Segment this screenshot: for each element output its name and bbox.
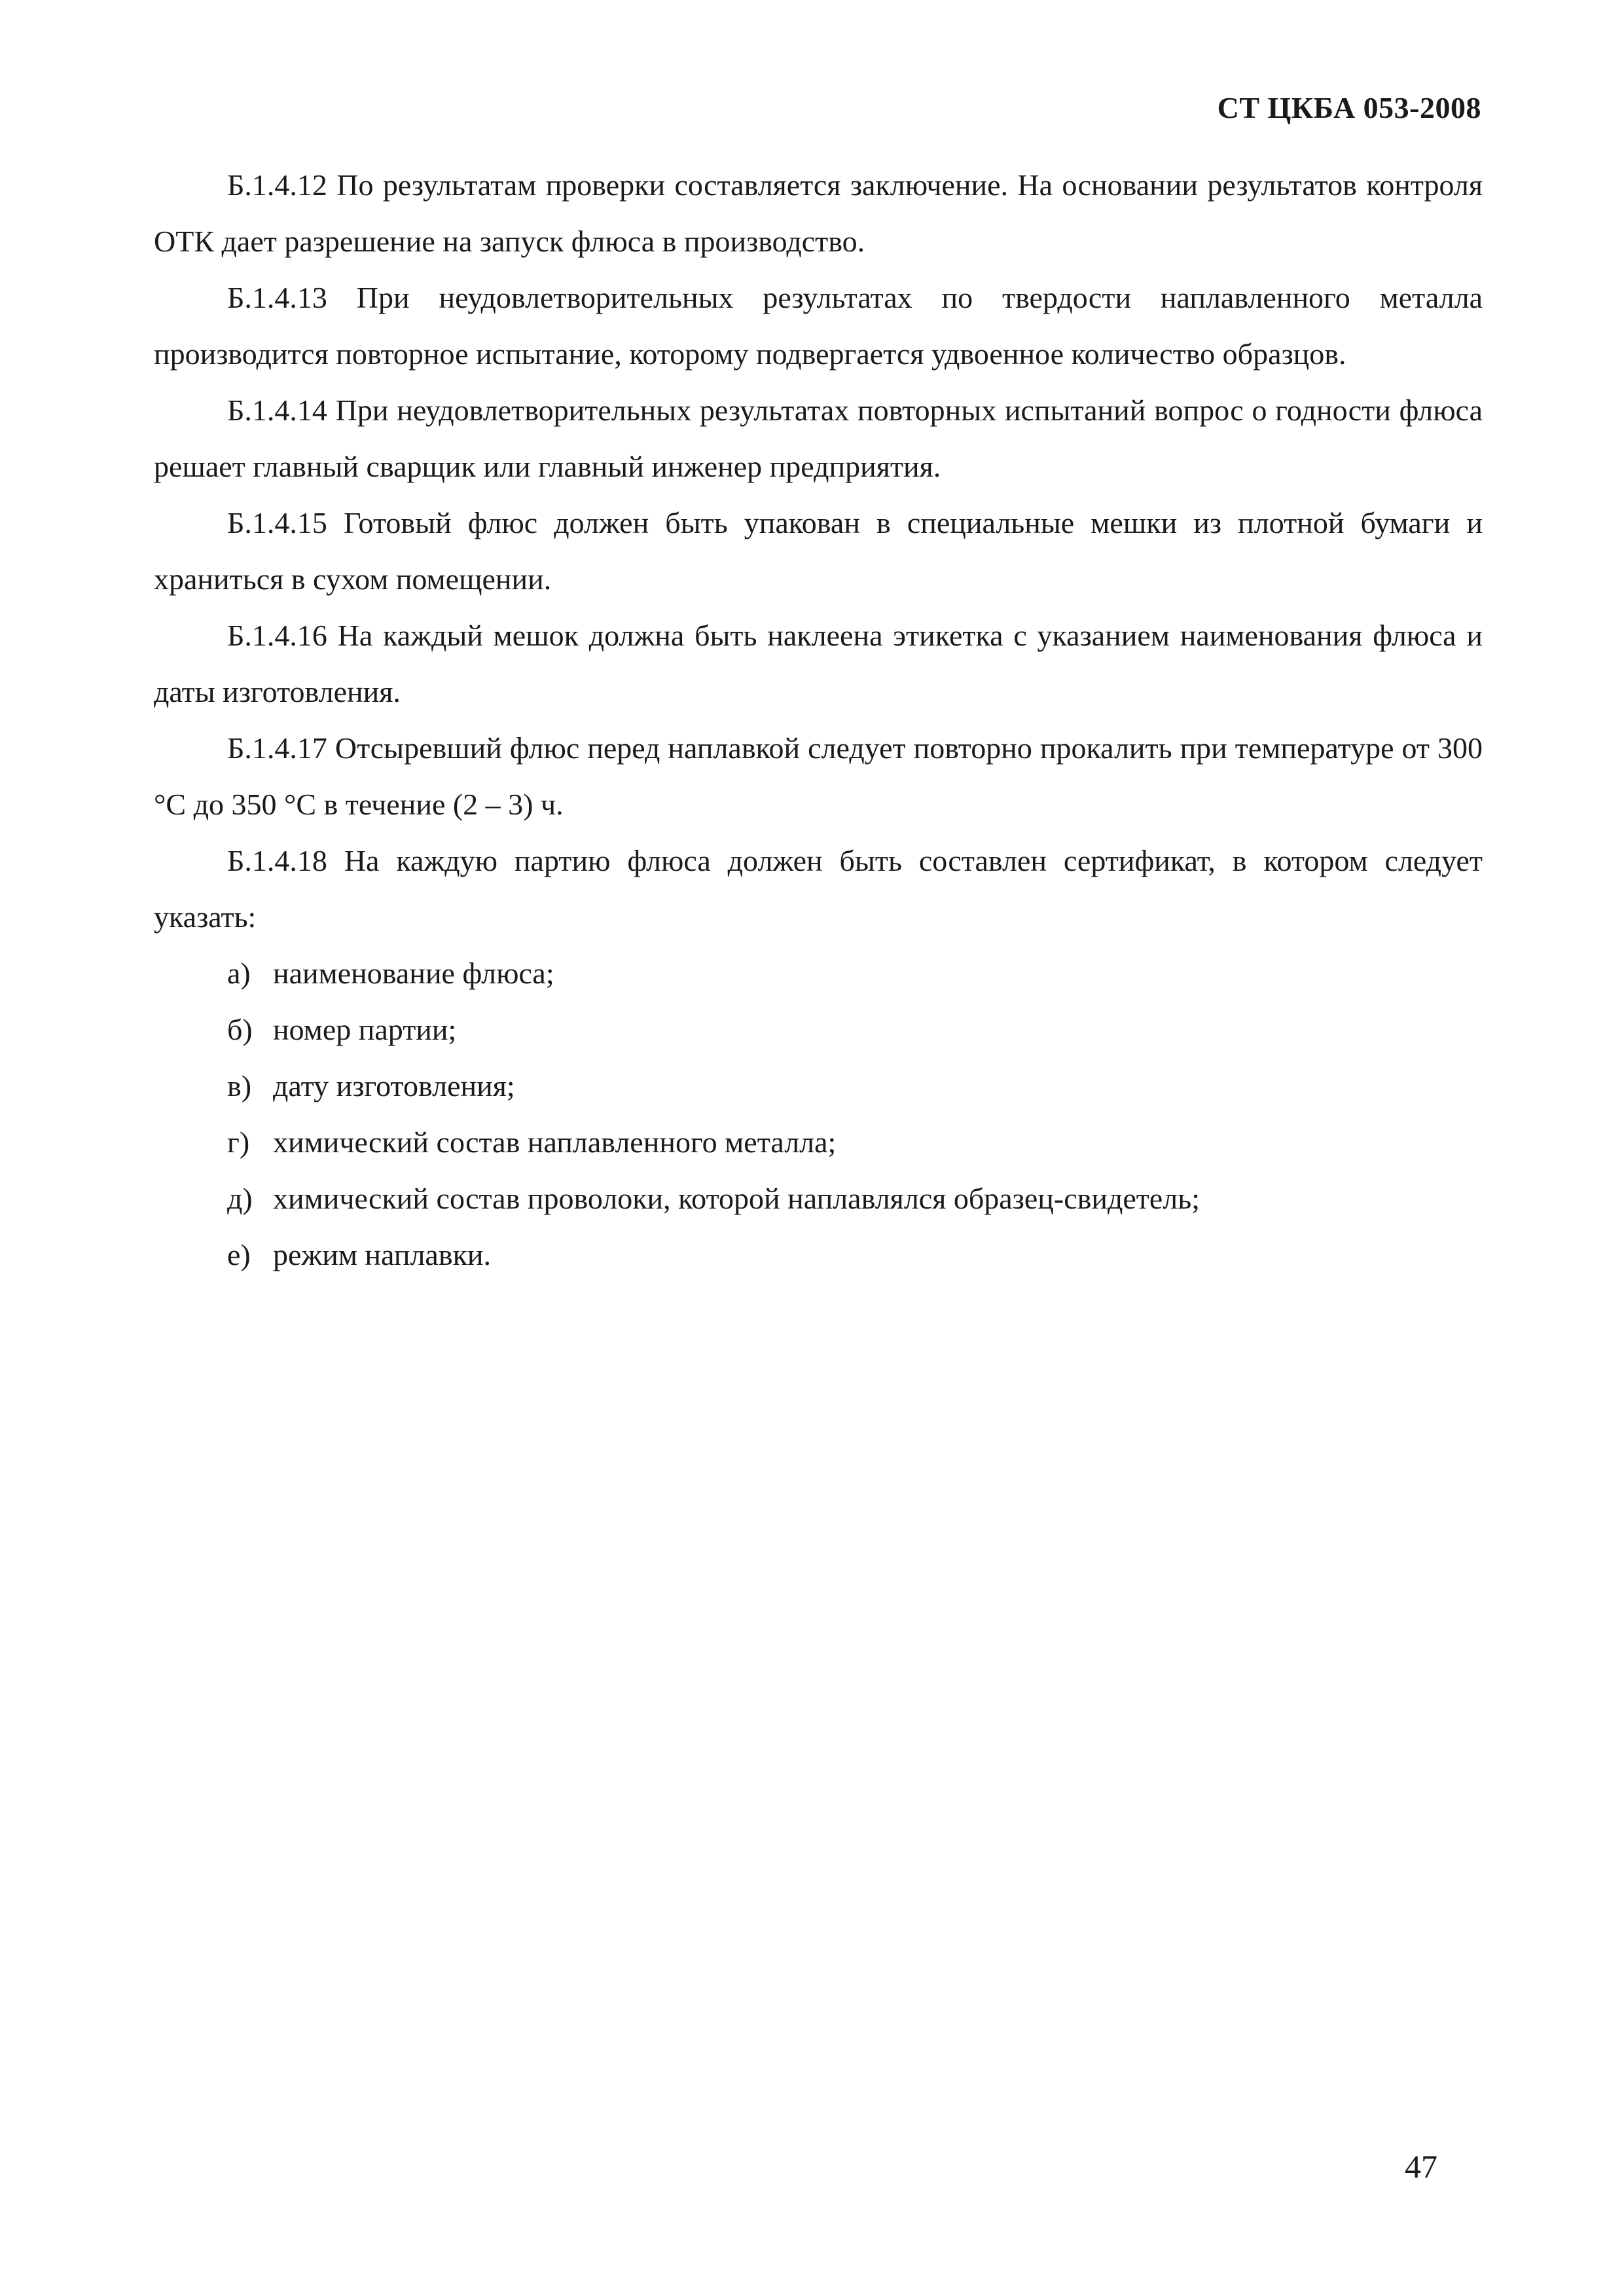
- certificate-contents-list: [154, 945, 1483, 1283]
- paragraph-b-1-4-14: Б.1.4.14 При неудовлетворительных результатах повторных испытаний вопрос о годности флюса решает главный сварщик или главный инженер предприятия.: [154, 393, 1483, 483]
- paragraph-b-1-4-15: Б.1.4.15 Готовый флюс должен быть упакован в специальные мешки из плотной бумаги и храниться в сухом помещении.: [154, 506, 1483, 596]
- list-marker: г): [227, 1125, 250, 1159]
- list-item-text: режим наплавки.: [273, 1238, 492, 1271]
- list-item-text: дату изготовления;: [273, 1069, 515, 1102]
- paragraph-b-1-4-16: Б.1.4.16 На каждый мешок должна быть наклеена этикетка с указанием наименования флюса и даты изготовления.: [154, 619, 1483, 708]
- paragraph-b-1-4-12: Б.1.4.12 По результатам проверки составляется заключение. На основании результатов контроля ОТК дает разрешение на запуск флюса в производство.: [154, 168, 1483, 258]
- list-item: [154, 1227, 1483, 1283]
- list-marker: е): [227, 1238, 251, 1271]
- list-item: [154, 1114, 1483, 1171]
- list-marker: в): [227, 1069, 252, 1102]
- paragraph-b-1-4-17: Б.1.4.17 Отсыревший флюс перед наплавкой следует повторно прокалить при температуре от 300 °С до 350 °С в течение (2 – 3) ч.: [154, 731, 1483, 821]
- list-marker: д): [227, 1182, 253, 1215]
- page-number: 47: [1405, 2148, 1437, 2185]
- document-code-header: СТ ЦКБА 053-2008: [1217, 91, 1481, 124]
- list-item-text: наименование флюса;: [273, 957, 554, 990]
- list-item: [154, 1171, 1483, 1227]
- list-item: [154, 1002, 1483, 1058]
- list-item: [154, 945, 1483, 1002]
- paragraph-b-1-4-13: Б.1.4.13 При неудовлетворительных результатах по твердости наплавленного металла производится повторное испытание, которому подвергается удвоенное количество образцов.: [154, 281, 1483, 371]
- list-item-text: химический состав наплавленного металла;: [273, 1125, 837, 1159]
- list-item: [154, 1058, 1483, 1114]
- paragraph-b-1-4-18: Б.1.4.18 На каждую партию флюса должен быть составлен сертификат, в котором следует указать:: [154, 844, 1483, 934]
- list-marker: б): [227, 1013, 253, 1046]
- list-marker: а): [227, 957, 251, 990]
- list-item-text: номер партии;: [273, 1013, 457, 1046]
- page-body: [154, 157, 1483, 1283]
- list-item-text: химический состав проволоки, которой наплавлялся образец-свидетель;: [273, 1182, 1200, 1215]
